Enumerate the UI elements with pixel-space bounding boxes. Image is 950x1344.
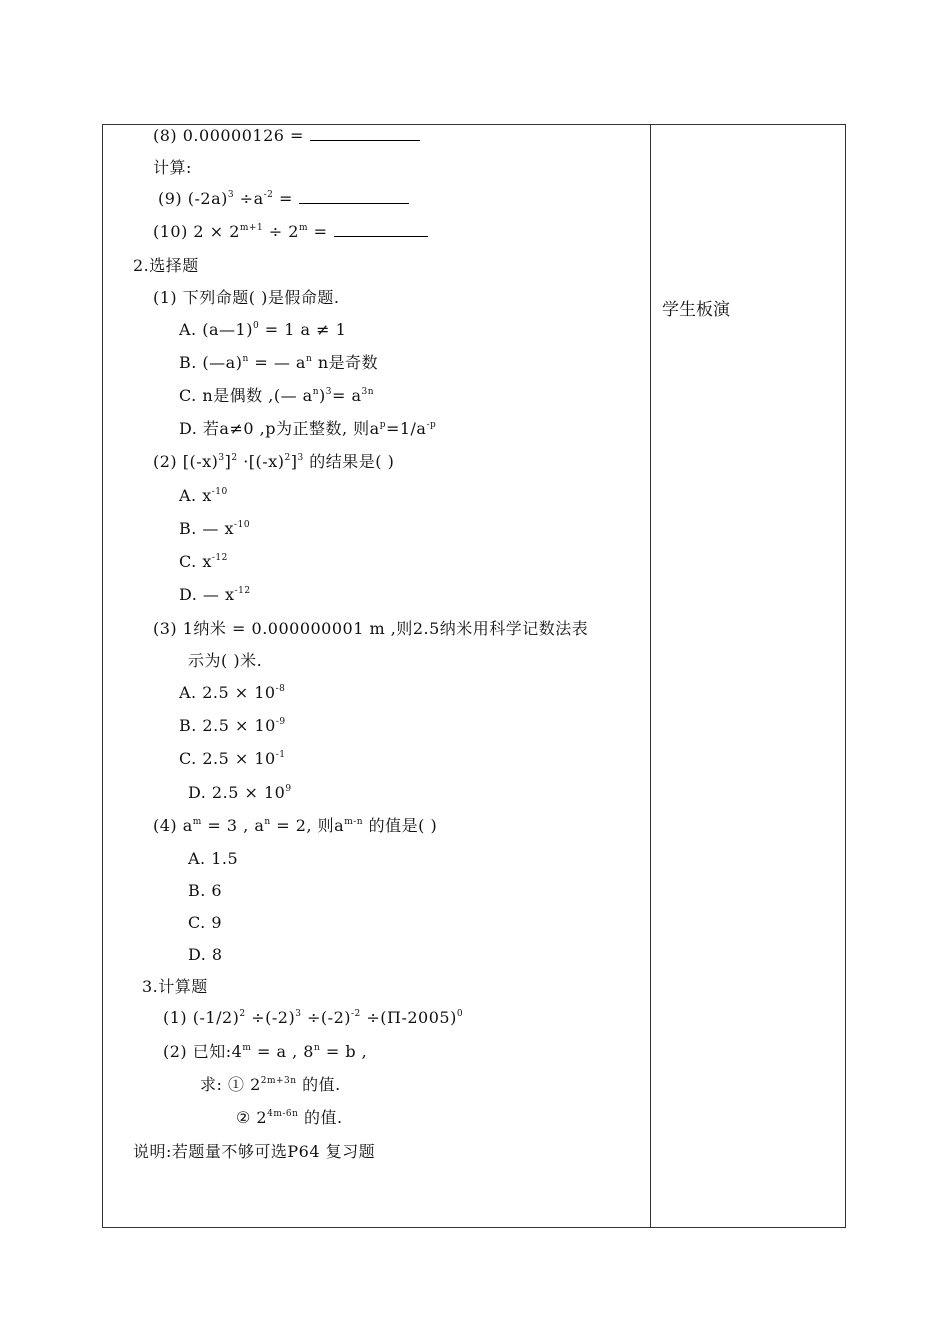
- column-divider: [650, 124, 651, 1228]
- mc3-option-d: D. $2.5 \times 10^9$: [188, 783, 292, 802]
- mc4-option-b: B. 6: [188, 881, 223, 900]
- answer-blank: [310, 126, 420, 141]
- mc4-option-c: C. 9: [188, 913, 223, 932]
- mc2-option-c: C. $x^{-12}$: [179, 552, 228, 571]
- mc4-stem: (4) $a^m = 3$ , $a^n = 2$, 则$a^{m-n}$ 的值是( ): [153, 816, 438, 835]
- mc2-option-b: B. — $x^{-10}$: [179, 519, 251, 538]
- mc3-option-c: C. $2.5 \times 10^{-1}$: [179, 749, 286, 768]
- mc2-option-a: A. $x^{-10}$: [179, 486, 228, 505]
- mc1-option-a: A. (a—1)$^0$ = 1 a ≠ 1: [179, 320, 347, 339]
- mc2-stem: (2) $[(-x)^3]^2 \cdot[(-x)^2]^3$ 的结果是( ): [153, 452, 395, 471]
- mc3-stem-continued: 示为( )米.: [188, 651, 263, 670]
- calc-problem-2-part-1: 求: ① $2^{2m+3n}$ 的值.: [200, 1075, 341, 1094]
- mc1-option-c: C. n是偶数 ,(— $a^n)^3= a^{3n}$: [179, 386, 375, 405]
- section-3-title: 3.计算题: [142, 977, 208, 996]
- mc1-option-b: B. (—a)$^n$ = — $a^n$ n是奇数: [179, 353, 379, 372]
- note: 说明:若题量不够可选P64 复习题: [133, 1142, 376, 1161]
- mc3-option-b: B. $2.5 \times 10^{-9}$: [179, 716, 286, 735]
- calc-problem-2-part-2: ② $2^{4m-6n}$ 的值.: [236, 1108, 343, 1127]
- section-2-title: 2.选择题: [133, 256, 199, 275]
- mc1-option-d: D. 若a≠0 ,p为正整数, 则$a^p=1/a^{-p}$: [179, 419, 437, 438]
- mc1-stem: (1) 下列命题( )是假命题.: [153, 288, 340, 307]
- student-board-label: 学生板演: [662, 300, 730, 320]
- calc-problem-2: (2) 已知$:4^m = a$ , $8^n = b$ ,: [163, 1042, 368, 1061]
- calc-heading: 计算:: [153, 158, 192, 177]
- calc-problem-1: (1) $(-1/2)^2 \div(-2)^3 \div(-2)^{-2} \div(\Pi-2005)^0$: [163, 1008, 464, 1027]
- answer-blank: [334, 222, 428, 237]
- answer-blank: [299, 189, 409, 204]
- question-10: (10) $2 \times 2^{m+1} \div 2^m$ =: [153, 222, 428, 242]
- mc3-stem: (3) 1纳米 = 0.000000001 m ,则2.5纳米用科学记数法表: [153, 619, 589, 638]
- mc4-option-d: D. 8: [188, 945, 223, 964]
- mc3-option-a: A. $2.5 \times 10^{-8}$: [179, 683, 286, 702]
- question-8: (8) 0.00000126 =: [153, 126, 420, 146]
- question-9: (9) $(-2a)^3 \div a^{-2}$ =: [158, 189, 409, 209]
- mc2-option-d: D. — $x^{-12}$: [179, 585, 251, 604]
- mc4-option-a: A. 1.5: [188, 849, 239, 868]
